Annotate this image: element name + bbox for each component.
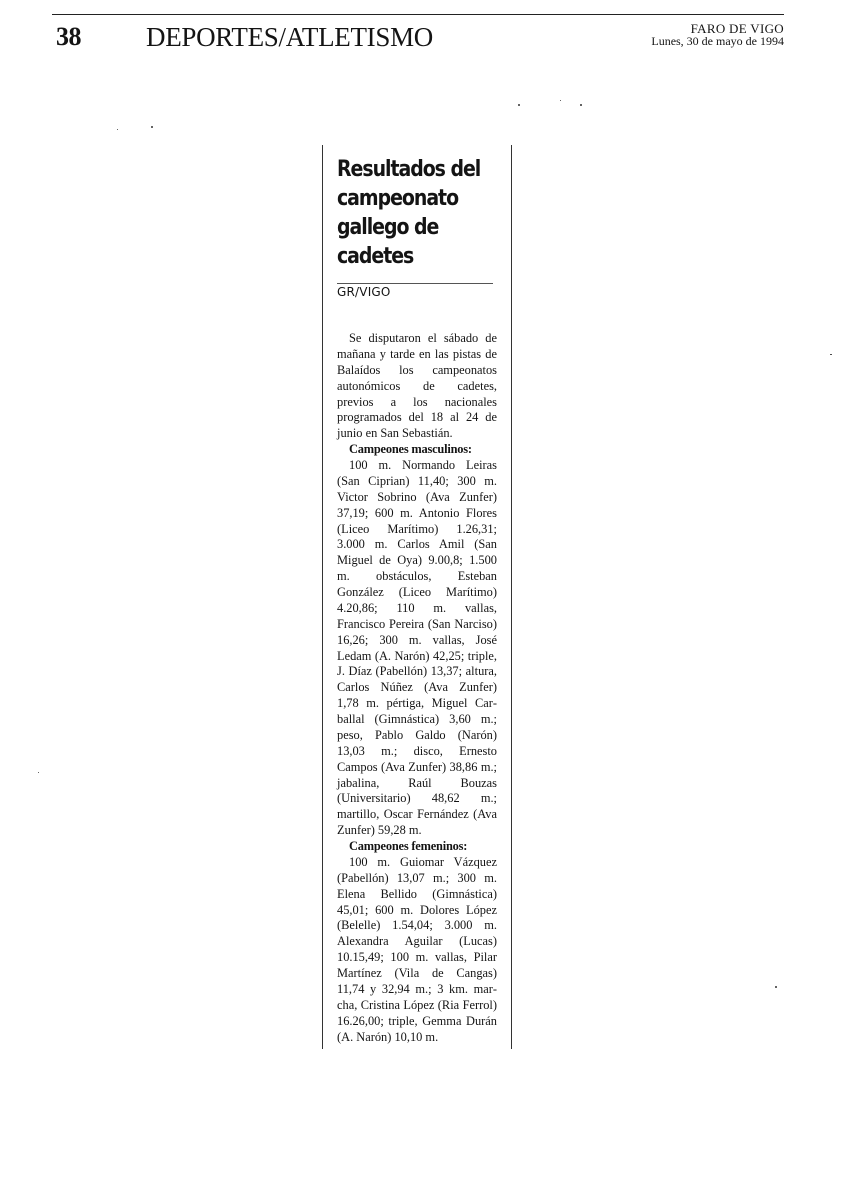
article-title (337, 155, 483, 271)
title-line: gallego de (337, 215, 439, 240)
men-results: 100 m. Normando Leiras (San Ciprian) 11,40; 300 m. Victor Sobrino (Ava Zunfer) 37,19; 600 m. Antonio Flores (Liceo Marítimo) 1.26,31; 3.000 m. Carlos Amil (San Miguel de Oya) 9.00,8; 1.500 m. obstáculos, Esteban González (Liceo Marítimo) 4.20,86; 110 m. vallas, Francisco Pereira (San Narciso) 16,26; 300 m. vallas, José Ledam (A. Narón) 42,25; triple, J. Díaz (Pabellón) 13,37; altura, Carlos Núñez (Ava Zunfer) 1,78 m. pértiga, Miguel Carballal (Gimnástica) 3,60 m.; peso, Pablo Galdo (Narón) 13,03 m.; disco, Ernesto Campos (Ava Zunfer) 38,86 m.; jabalina, Raúl Bouzas (Universitario) 48,62 m.; martillo, Oscar Fernández (Ava Zunfer) 59,28 m. (337, 458, 497, 838)
title-divider (337, 283, 493, 284)
title-line: campeonato (337, 186, 459, 211)
page-number: 38 (56, 22, 81, 51)
men-heading: Campeones masculinos: (349, 442, 472, 457)
scan-speck (775, 986, 777, 988)
scan-speck (830, 354, 832, 355)
scan-speck (117, 129, 118, 130)
scan-speck (560, 100, 561, 101)
article-column (322, 145, 512, 1049)
scan-speck (518, 104, 520, 106)
article-body (337, 331, 497, 1045)
title-line: cadetes (337, 244, 414, 269)
section-title: DEPORTES/ATLETISMO (146, 22, 433, 52)
scan-speck (38, 772, 39, 773)
intro-paragraph: Se disputaron el sábado de mañana y tarde en las pistas de Balaídos los campeonatos autonómicos de cadetes, previos a los nacionales programados del 18 al 24 de junio en San Sebastián. (337, 331, 497, 441)
header-top-rule (52, 14, 784, 15)
byline: GR/VIGO (337, 285, 391, 299)
issue-date: Lunes, 30 de mayo de 1994 (651, 34, 784, 48)
women-results: 100 m. Guiomar Vázquez (Pabellón) 13,07 m.; 300 m. Elena Bellido (Gimnástica) 45,01; 600 m. Dolores López (Belelle) 1.54,04; 3.000 m. Alexandra Aguilar (Lucas) 10.15,49; 100 m. vallas, Pilar Martínez (Vila de Cangas) 11,74 y 32,94 m.; 3 km. marcha, Cristina López (Ria Ferrol) 16.26,00; triple, Gemma Durán (A. Narón) 10,10 m. (337, 854, 497, 1044)
scan-speck (580, 104, 582, 106)
masthead (651, 23, 784, 47)
scan-speck (151, 126, 153, 128)
newspaper-name: FARO DE VIGO (690, 21, 784, 36)
women-heading: Campeones femeninos: (349, 839, 468, 853)
title-line: Resultados del (337, 157, 481, 182)
